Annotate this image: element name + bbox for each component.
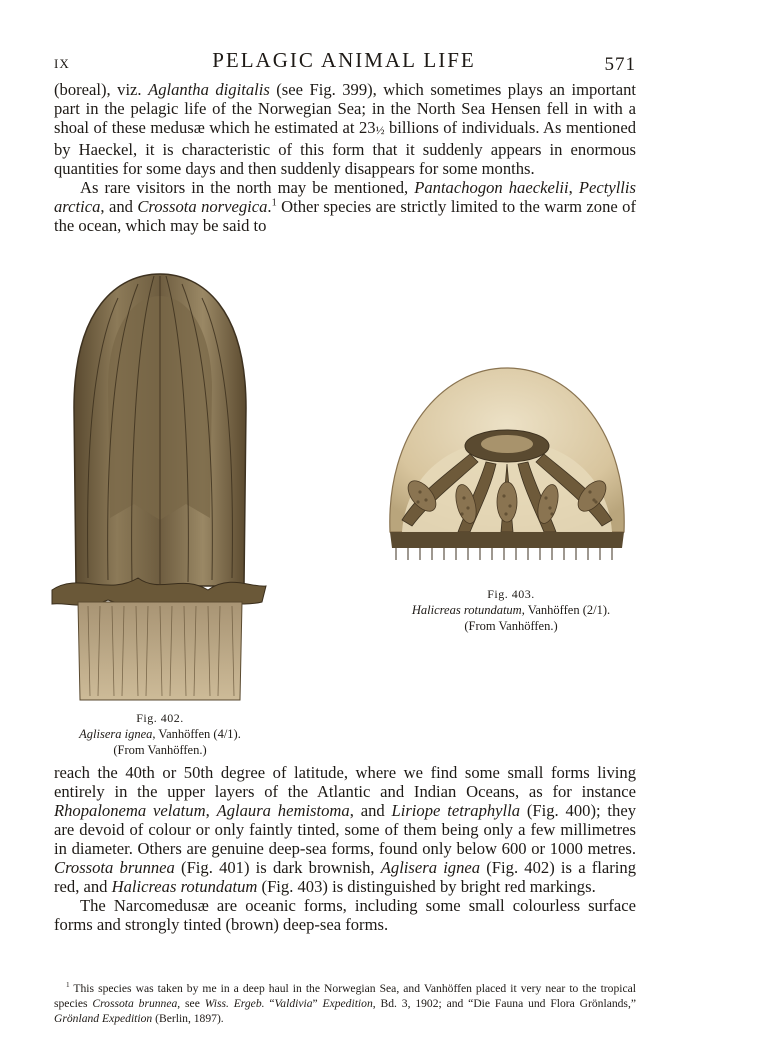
author: , Vanhöffen ( xyxy=(521,603,587,617)
species-name: Liriope tetraphylla xyxy=(391,801,521,820)
running-head xyxy=(52,48,636,78)
species-name: Crossota brunnea xyxy=(92,997,178,1010)
species-name: Halicreas rotundatum xyxy=(411,603,522,617)
species-name: Aglisera ignea xyxy=(79,727,153,741)
text-run: (see Fig. 399), which sometimes plays an important part in the pelagic life of the Norwegian Sea; in the North Sea Hensen fell in with a shoal of these medusæ which he estimated at 23 xyxy=(54,80,636,137)
text-run: This species was taken by me in a deep haul in the Norwegian Sea, and Vanhöffen placed it very near to the tropical species xyxy=(54,982,636,1010)
text-run: billions of individuals. As mentioned by Haeckel, it is characteristic of this form that it suddenly appears in enormous quantities for some days and then suddenly disappears for some months. xyxy=(54,118,636,179)
body-text-top xyxy=(54,80,636,235)
text-run: As rare visitors in the north may be mentioned, xyxy=(80,178,415,198)
chapter-number: IX xyxy=(54,56,70,71)
body-text-bottom xyxy=(54,763,636,934)
species-name: Pantachogon haeckelii xyxy=(414,178,569,198)
caption-source: (From Vanhöffen.) xyxy=(113,743,207,757)
text-run: ” xyxy=(312,997,323,1010)
caption-line xyxy=(380,602,642,618)
text-run: reach the 40th or 50th degree of latitude, where we find some small forms living entirely in the upper layers of the Atlantic and Indian Oceans, as for instance xyxy=(54,763,636,801)
text-run: , see xyxy=(177,997,205,1010)
species-name: Aglantha digitalis xyxy=(148,80,270,99)
species-name: Aglaura hemistoma xyxy=(216,801,350,820)
text-run: Grönland Expedition xyxy=(54,1012,153,1025)
caption-line xyxy=(50,726,270,742)
velum-fringe xyxy=(390,532,624,548)
footnote xyxy=(54,981,636,1026)
text-run: , xyxy=(205,801,217,820)
text-run: Expedition xyxy=(322,997,373,1010)
figure-402-caption xyxy=(50,710,270,758)
figure-label: Fig. 402. xyxy=(136,711,184,725)
text-run: (Berlin, 1897). xyxy=(152,1012,224,1025)
footnote-text xyxy=(54,981,636,1026)
species-name: Crossota norvegica xyxy=(137,197,268,217)
footnote-ref[interactable]: 1 xyxy=(271,197,277,209)
footnote-marker: 1 xyxy=(66,981,70,990)
magnification: 4/1 xyxy=(217,727,234,741)
species-name: Rhopalonema velatum xyxy=(54,801,206,820)
text-run: (Fig. 402) is a flaring red, and xyxy=(54,858,636,896)
text-run: (Fig. 401) is dark brownish, xyxy=(174,858,381,877)
species-name: Crossota brunnea xyxy=(54,858,175,877)
paragraph-1 xyxy=(54,80,636,178)
magnification: 2/1 xyxy=(586,603,603,617)
text-run: , xyxy=(568,178,579,198)
text-run: Valdivia xyxy=(274,997,313,1010)
figure-403-caption xyxy=(380,586,642,634)
caption-source: (From Vanhöffen.) xyxy=(464,619,558,633)
text-run: , and xyxy=(100,197,138,217)
paragraph-3 xyxy=(54,763,636,896)
paragraph-4: The Narcomedusæ are oceanic forms, including some small colourless surface forms and strongly tinted (brown) deep-sea forms. xyxy=(54,896,636,934)
text-run: (Fig. 403) is distinguished by bright red markings. xyxy=(257,877,596,896)
text-run: ). xyxy=(602,603,611,617)
species-name: Halicreas rotundatum xyxy=(111,877,258,896)
figure-label: Fig. 403. xyxy=(487,587,535,601)
paragraph-2 xyxy=(54,178,636,235)
text-run: . xyxy=(267,197,272,217)
page-number: 571 xyxy=(604,54,636,75)
figure-402-aglisera-ignea xyxy=(48,268,268,708)
species-name: Aglisera ignea xyxy=(380,858,481,877)
text-run: “ xyxy=(264,997,275,1010)
text-run: Other species are strictly limited to the warm zone of the ocean, which may be said to xyxy=(54,197,636,236)
text-run: , Bd. 3, 1902; and “Die Fauna und Flora Grönlands,” xyxy=(372,997,636,1010)
fraction: ½ xyxy=(375,123,385,138)
text-run: , and xyxy=(349,801,392,820)
author: , Vanhöffen ( xyxy=(152,727,218,741)
figure-403-halicreas-rotundatum xyxy=(382,364,632,566)
species-name: Pectyllis arctica xyxy=(54,178,636,217)
text-run: (boreal), viz. xyxy=(54,80,149,99)
running-title: PELAGIC ANIMAL LIFE xyxy=(212,48,476,72)
text-run: ). xyxy=(233,727,241,741)
text-run: Wiss. Ergeb. xyxy=(204,997,265,1010)
text-run: (Fig. 400); they are devoid of colour or only faintly tinted, some of them being only a few millimetres in diameter. Others are genuine deep-sea forms, found only below 600 or 1000 metres. xyxy=(54,801,636,858)
